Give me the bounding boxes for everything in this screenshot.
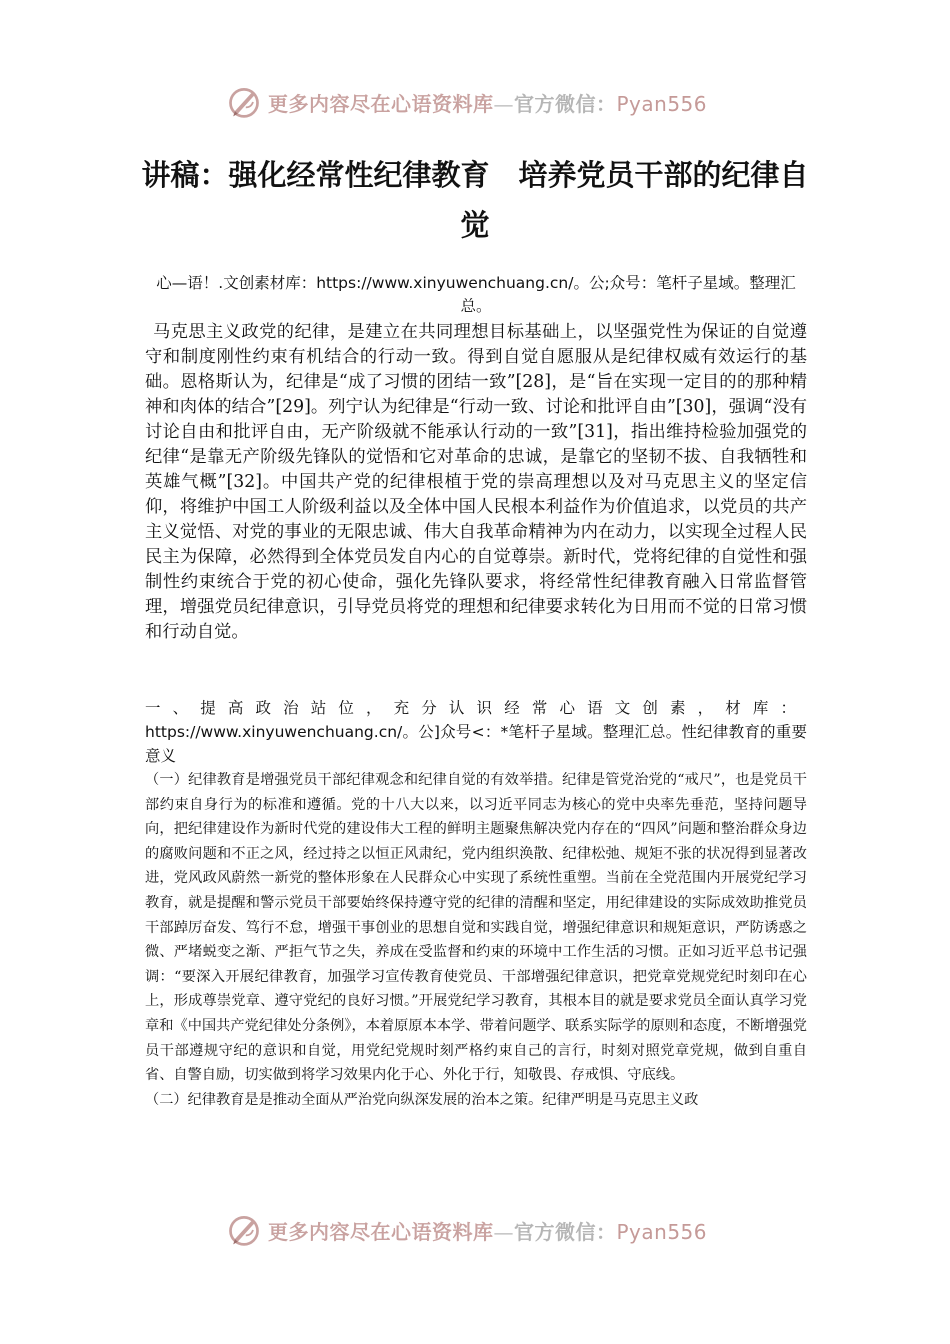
banner-wechat-id: Pyan556 xyxy=(616,1219,708,1244)
logo-icon xyxy=(226,1212,262,1248)
header-banner xyxy=(226,82,746,122)
page-title: 讲稿：强化经常性纪律教育 培养党员干部的纪律自觉 xyxy=(141,158,809,242)
section-heading-rest: https://www.xinyuwenchuang.cn/。公]众号<：*笔杆子星域。整理汇总。性纪律教育的重要意义 xyxy=(145,723,807,765)
banner-main-text: 更多内容尽在心语资料库 xyxy=(268,91,494,116)
section-heading xyxy=(145,696,807,768)
banner-wechat-label: 官方微信： xyxy=(514,91,617,116)
source-line: 心—语！.文创素材库：https://www.xinyuwenchuang.cn/。公;众号：笔杆子星域。整理汇总。 xyxy=(156,274,796,315)
banner-wechat-id: Pyan556 xyxy=(616,91,708,116)
footer-banner xyxy=(226,1210,746,1250)
section-paragraph-2: （二）纪律教育是是推动全面从严治党向纵深发展的治本之策。纪律严明是马克思主义政 xyxy=(145,1091,699,1108)
section-paragraph-1: （一）纪律教育是增强党员干部纪律观念和纪律自觉的有效举措。纪律是管党治党的“戒尺”，也是党员干部约束自身行为的标准和遵循。党的十八大以来，以习近平同志为核心的党中央率先垂范，坚持问题导向，把纪律建设作为新时代党的建设伟大工程的鲜明主题聚焦解决党内存在的“四风”问题和整治群众身边的腐败问题和不正之风，经过持之以恒正风肃纪，党内组织涣散、纪律松弛、规矩不张的状况得到显著改进，党风政风蔚然一新党的整体形象在人民群众心中实现了系统性重塑。当前在全党范围内开展党纪学习教育，就是提醒和警示党员干部要始终保持遵守党的纪律的清醒和坚定，用纪律建设的实际成效助推党员干部踔厉奋发、笃行不怠，增强干事创业的思想自觉和实践自觉，增强纪律意识和规矩意识，严防诱惑之微、严堵蜕变之渐、严拒气节之失，养成在受监督和约束的环境中工作生活的习惯。正如习近平总书记强调：“要深入开展纪律教育，加强学习宣传教育使党员、干部增强纪律意识，把党章党规党纪时刻印在心上，形成尊崇党章、遵守党纪的良好习惯。”开展党纪学习教育，其根本目的就是要求党员全面认真学习党章和《中国共产党纪律处分条例》，本着原原本本学、带着问题学、联系实际学的原则和态度，不断增强党员干部遵规守纪的意识和自觉，用党纪党规时刻严格约束自己的言行，时刻对照党章党规，做到自重自省、自警自励，切实做到将学习效果内化于心、外化于行，知敬畏、存戒惧、守底线。 xyxy=(145,772,807,1084)
section-heading-spaced: 一、提高政治站位，充分认识经常心语文创素，材库： xyxy=(145,699,807,717)
logo-icon xyxy=(226,84,262,120)
intro-paragraph: 马克思主义政党的纪律，是建立在共同理想目标基础上，以坚强党性为保证的自觉遵守和制度刚性约束有机结合的行动一致。得到自觉自愿服从是纪律权威有效运行的基础。恩格斯认为，纪律是“成了习惯的团结一致”[28]，是“旨在实现一定目的的那种精神和肉体的结合”[29]。列宁认为纪律是“行动一致、讨论和批评自由”[30]，强调“没有讨论自由和批评自由，无产阶级就不能承认行动的一致”[31]，指出维持检验加强党的纪律“是靠无产阶级先锋队的觉悟和它对革命的忠诚，是靠它的坚韧不拔、自我牺牲和英雄气概”[32]。中国共产党的纪律根植于党的崇高理想以及对马克思主义的坚定信仰，将维护中国工人阶级利益以及全体中国人民根本利益作为价值追求，以党员的共产主义觉悟、对党的事业的无限忠诚、伟大自我革命精神为内在动力，以实现全过程人民民主为保障，必然得到全体党员发自内心的自觉尊崇。新时代，党将纪律的自觉性和强制性约束统合于党的初心使命，强化先锋队要求，将经常性纪律教育融入日常监督管理，增强党员纪律意识，引导党员将党的理想和纪律要求转化为日用而不觉的日常习惯和行动自觉。 xyxy=(145,322,807,642)
banner-main-text: 更多内容尽在心语资料库 xyxy=(268,1219,494,1244)
banner-separator: — xyxy=(493,1219,514,1244)
section-body xyxy=(145,768,807,1112)
banner-text xyxy=(268,1216,707,1245)
banner-text xyxy=(268,88,707,117)
banner-wechat-label: 官方微信： xyxy=(514,1219,617,1244)
banner-separator: — xyxy=(493,91,514,116)
